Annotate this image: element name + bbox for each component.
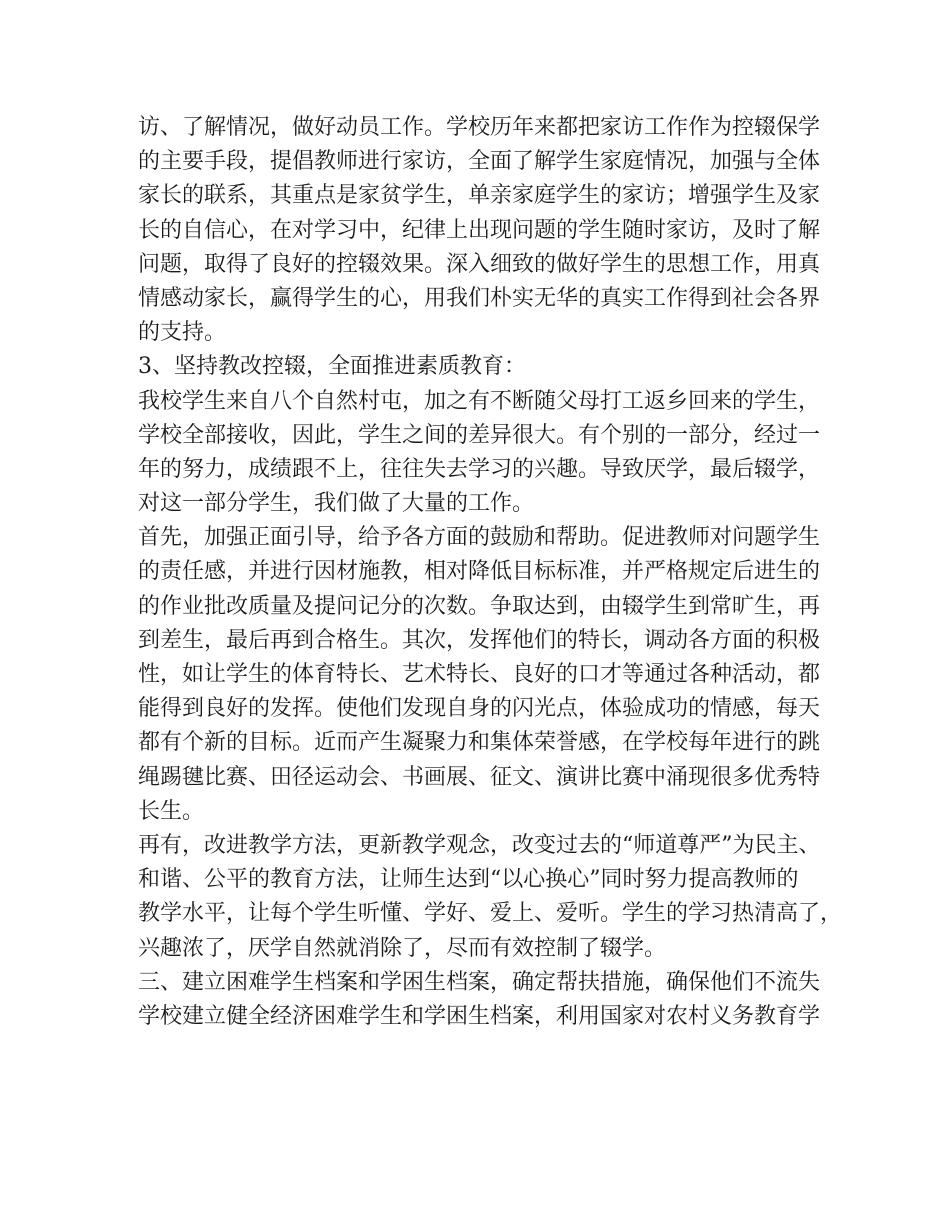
text-line: 年的努力，成绩跟不上，往往失去学习的兴趣。导致厌学，最后辍学， [138,456,821,482]
text-line: 访、了解情况，做好动员工作。学校历年来都把家访工作作为控辍保学 [138,115,821,140]
text-line: 教学水平，让每个学生听懂、学好、爱上、爱听。学生的学习热清高了， [138,901,843,927]
text-line: 能得到良好的发挥。使他们发现自身的闪光点，体验成功的情感，每天 [138,696,821,722]
section-heading: 3、坚持教改控辍，全面推进素质教育： [138,354,526,380]
text-line: 我校学生来自八个自然村屯，加之有不断随父母打工返乡回来的学生， [138,388,821,414]
text-line: 的主要手段，提倡教师进行家访，全面了解学生家庭情况，加强与全体 [138,149,821,175]
text-line: 对这一部分学生，我们做了大量的工作。 [138,491,535,517]
text-line: 情感动家长，赢得学生的心，用我们朴实无华的真实工作得到社会各界 [138,285,821,311]
text-line: 性，如让学生的体育特长、艺术特长、良好的口才等通过各种活动，都 [138,662,821,687]
text-line: 绳踢毽比赛、田径运动会、书画展、征文、演讲比赛中涌现很多优秀特 [138,764,821,790]
text-line: 的责任感，并进行因材施教，相对降低目标标准，并严格规定后进生的 [138,559,821,585]
text-line: 学校建立健全经济困难学生和学困生档案，利用国家对农村义务教育学 [138,1003,821,1029]
document-body [138,111,843,1034]
text-line: 长生。 [138,798,205,824]
text-line: 长的自信心，在对学习中，纪律上出现问题的学生随时家访，及时了解 [138,217,821,243]
text-line: 兴趣浓了，厌学自然就消除了，尽而有效控制了辍学。 [138,935,667,961]
text-line: 首先，加强正面引导，给予各方面的鼓励和帮助。促进教师对问题学生 [138,525,821,551]
text-line: 再有，改进教学方法，更新教学观念，改变过去的“师道尊严”为民主、 [138,832,821,858]
text-line: 家长的联系，其重点是家贫学生，单亲家庭学生的家访；增强学生及家 [138,183,821,209]
text-line: 问题，取得了良好的控辍效果。深入细致的做好学生的思想工作，用真 [138,251,821,277]
text-line: 和谐、公平的教育方法，让师生达到“以心换心”同时努力提高教师的 [138,867,799,893]
text-line: 学校全部接收，因此，学生之间的差异很大。有个别的一部分，经过一 [138,422,821,448]
text-line: 都有个新的目标。近而产生凝聚力和集体荣誉感，在学校每年进行的跳 [138,730,821,756]
text-line: 的支持。 [138,320,227,346]
text-line: 到差生，最后再到合格生。其次，发挥他们的特长，调动各方面的积极 [138,627,821,653]
section-heading: 三、建立困难学生档案和学困生档案，确定帮扶措施，确保他们不流失 [138,969,821,995]
text-line: 的作业批改质量及提问记分的次数。争取达到，由辍学生到常旷生，再 [138,593,821,619]
